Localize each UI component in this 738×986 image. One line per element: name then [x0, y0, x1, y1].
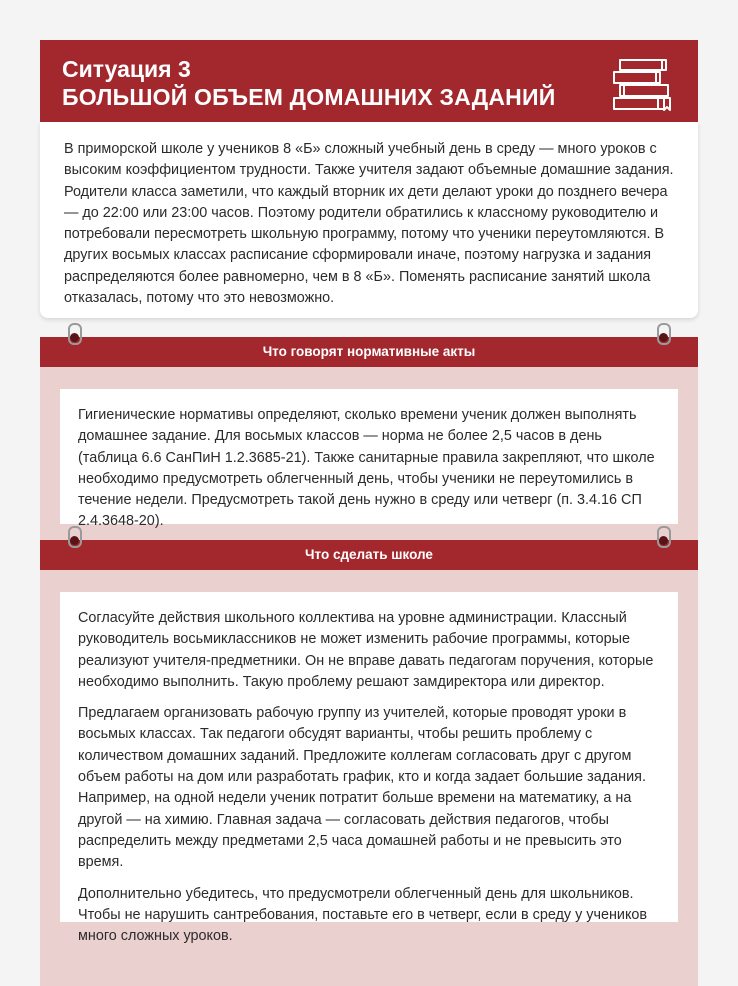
- binder-ring-icon: [68, 526, 82, 548]
- actions-paragraph-3: Дополнительно убедитесь, что предусмотрели облегченный день для школьников. Чтобы не нарушить сантребования, поставьте его в четверг, если в среду у учеников много сложных уроков.: [78, 885, 648, 945]
- binder-ring-icon: [657, 526, 671, 548]
- binder-ring-icon: [657, 323, 671, 345]
- situation-title: БОЛЬШОЙ ОБЪЕМ ДОМАШНИХ ЗАДАНИЙ: [62, 84, 556, 110]
- section-regulations-body: [60, 389, 678, 530]
- regulations-text: Гигиенические нормативы определяют, сколько времени ученик должен выполнять домашнее задание. Для восьмых классов — норма не более 2,5 часов в день (таблица 6.6 СанПиН 1.2.3685-21). Также санитарные правила закрепляют, что школе необходимо предусмотреть облегченный день, чтобы ученики не переутомились в течение недели. Предусмотреть такой день нужно в среду или четверг (п. 3.4.16 СП 2.4.3648-20).: [78, 407, 655, 530]
- books-stack-icon: [610, 52, 676, 112]
- intro-text: В приморской школе у учеников 8 «Б» сложный учебный день в среду — много уроков с высоким коэффициентом трудности. Также учителя задают объемные домашние задания. Родители класса заметили, что каждый вторник их дети делают уроки до позднего вечера — до 22:00 или 23:00 часов. Поэтому родители обратились к классному руководителю и потребовали пересмотреть школьную программу, потому что ученики переутомляются. В других восьмых классах расписание сформировали иначе, поэтому нагрузка и задания распределяются более равномерно, чем в 8 «Б». Поменять расписание занятий школа отказалась, потому что это невозможно.: [64, 141, 674, 307]
- actions-paragraph-1: Согласуйте действия школьного коллектива на уровне администрации. Классный руководитель восьмиклассников не может изменить рабочие программы, которые реализуют учителя-предметники. Он не вправе давать педагогам поручения, которые необходимо выполнить. Такую проблему решают замдиректора или директор.: [78, 610, 654, 690]
- situation-header: [40, 40, 698, 122]
- section-regulations-panel: [40, 367, 698, 555]
- section-regulations-title: Что говорят нормативные акты: [40, 337, 698, 367]
- situation-number: Ситуация 3: [62, 56, 191, 82]
- situation-description: [40, 122, 698, 318]
- actions-paragraph-2: Предлагаем организовать рабочую группу из учителей, которые проводят уроки в восьмых классах. Так педагоги обсудят варианты, чтобы решить проблему с количеством домашних заданий. Предложите коллегам согласовать друг с другом объем работы на дом или разработать график, кто и когда задает большие задания. Например, на одной недели ученик потратит больше времени на математику, а на другой — на химию. Главная задача — согласовать действия педагогов, чтобы распределить между предметами 2,5 часа домашней работы и не превысить это время.: [78, 705, 646, 871]
- section-school-actions-title: Что сделать школе: [40, 540, 698, 570]
- section-regulations: [40, 337, 698, 555]
- section-school-actions: [40, 540, 698, 986]
- binder-ring-icon: [68, 323, 82, 345]
- section-school-actions-panel: [40, 570, 698, 986]
- section-school-actions-body: [60, 592, 678, 945]
